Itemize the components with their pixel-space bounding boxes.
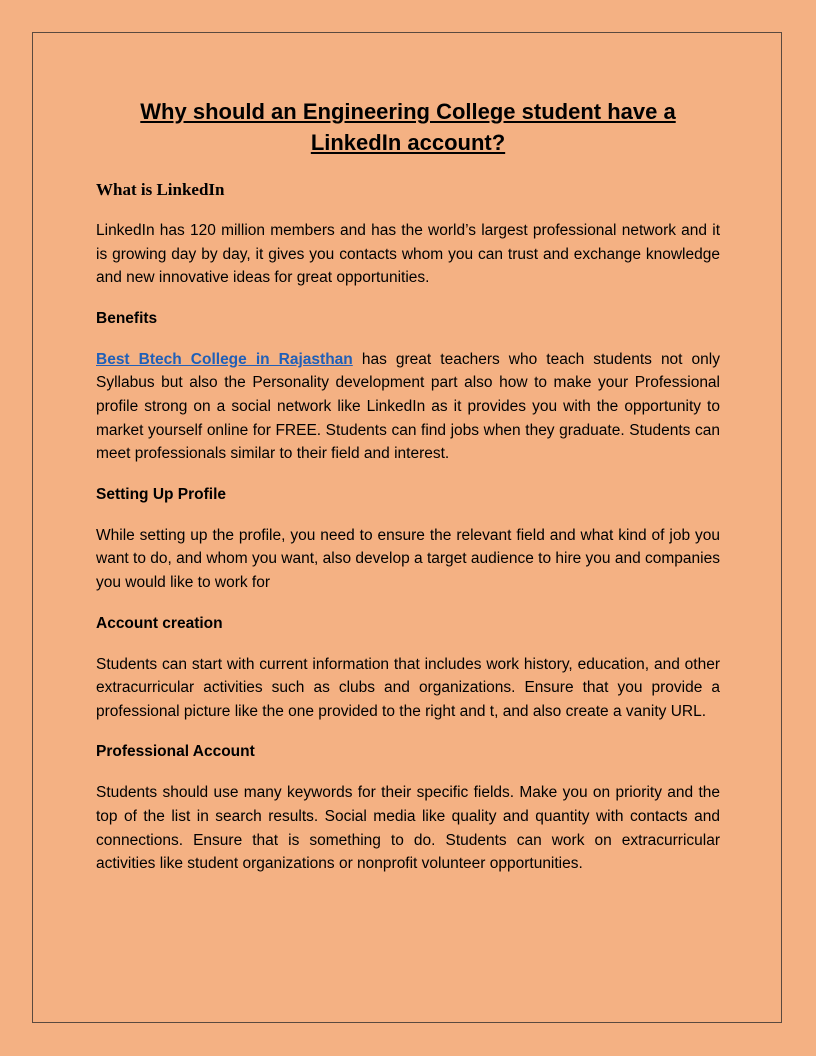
section-heading-professional-account: Professional Account: [96, 743, 255, 761]
section-heading-what-is-linkedin: What is LinkedIn: [96, 180, 225, 199]
best-btech-college-link[interactable]: Best Btech College in Rajasthan: [96, 350, 353, 368]
section-heading-account-creation: Account creation: [96, 614, 223, 632]
section-text-account-creation: Students can start with current information that includes work history, education, and other extracurricular activities such as clubs and organizations. Ensure that you provide a professional picture like the one provided to the right and t, and also create a vanity URL.: [96, 655, 720, 720]
section-text-professional-account: Students should use many keywords for their specific fields. Make you on priority and the top of the list in search results. Social media like quality and quantity with contacts and connections. Ensure that is something to do. Students can work on extracurricular activities like student organizations or nonprofit volunteer opportunities.: [96, 784, 720, 873]
benefits-body-text: has great teachers who teach students not only Syllabus but also the Personality development part also how to make your Professional profile strong on a social network like LinkedIn as it provides you with the opportunity to market yourself online for FREE. Students can find jobs when they graduate. Students can meet professionals similar to their field and interest.: [96, 350, 720, 463]
section-heading-benefits: Benefits: [96, 309, 158, 327]
section-heading-setting-up-profile: Setting Up Profile: [96, 485, 227, 503]
document-title: Why should an Engineering College student have a LinkedIn account?: [140, 99, 676, 155]
document-body: [96, 96, 720, 876]
section-text-what-is-linkedin: LinkedIn has 120 million members and has the world’s largest professional network and it is growing day by day, it gives you contacts whom you can trust and exchange knowledge and new innovative ideas for great opportunities.: [96, 222, 720, 287]
section-text-benefits: [96, 348, 720, 466]
section-text-setting-up-profile: While setting up the profile, you need to ensure the relevant field and what kind of job you want to do, and whom you want, also develop a target audience to hire you and companies you would like to work for: [96, 526, 720, 591]
